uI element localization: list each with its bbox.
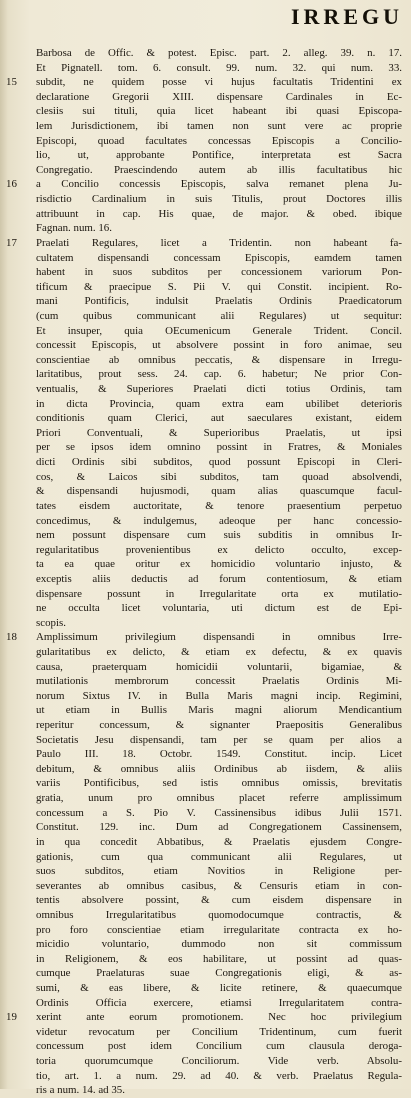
text-line: [6, 119, 404, 134]
text-line: [6, 104, 404, 119]
text-line: [6, 952, 404, 967]
text-line: [6, 981, 404, 996]
line-text: debitum, & omnibus aliis Ordinibus ab iisdem, & aliis: [36, 762, 402, 775]
text-line: [6, 528, 404, 543]
paragraph-number: 16: [6, 178, 17, 191]
paragraph-number: 15: [6, 76, 17, 89]
text-line: [6, 572, 404, 587]
text-line: [6, 1069, 404, 1084]
text-line: [6, 908, 404, 923]
line-text: micidio voluntario, dummodo non sit commissum: [36, 938, 402, 951]
line-text: Constitut. 129. inc. Dum ad Congregationem Cassinensem,: [36, 821, 402, 834]
line-text: Priori Conventuali, & Superioribus Praelatis, ut ipsi: [36, 426, 402, 439]
text-line: [6, 966, 404, 981]
text-line: [6, 893, 404, 908]
line-text: videtur revocatum per Concilium Tridentinum, cum fuerit: [36, 1025, 402, 1038]
text-line: [6, 440, 404, 455]
line-text: per se ipsos idem omnino possint in Fratres, & Moniales: [36, 441, 402, 454]
text-line: [6, 689, 404, 704]
text-line: [6, 397, 404, 412]
text-line: [6, 1025, 404, 1040]
text-line: [6, 353, 404, 368]
line-text: Et insuper, quia OEcumenicum Generale Trident. Concil.: [36, 324, 402, 337]
line-text: suos subditos, etiam Novitios in Religione per-: [36, 865, 402, 878]
text-line: [6, 879, 404, 894]
line-text: Fagnan. num. 16.: [36, 222, 112, 235]
text-line: [6, 265, 404, 280]
text-line: [6, 806, 404, 821]
line-text: concessum post idem Concilium cum clausula deroga-: [36, 1040, 402, 1053]
line-text: variis Pontificibus, sed istis omnibus omissis, brevitatis: [36, 777, 402, 790]
line-text: Paulo III. 18. Octobr. 1549. Constitut. incip. Licet: [36, 748, 402, 761]
line-text: gratia, unum pro omnibus placet referre amplissimum: [36, 792, 402, 805]
line-text: dicti Ordinis sibi subditos, quod possunt Episcopi in Cleri-: [36, 456, 402, 469]
text-line: [6, 1010, 404, 1025]
text-line: [6, 557, 404, 572]
running-head: IRREGU: [290, 4, 403, 29]
text-line: [6, 601, 404, 616]
text-line: [6, 455, 404, 470]
line-text: toria quorumcumque Conciliorum. Vide verb. Absolu-: [36, 1055, 402, 1068]
text-line: [6, 1039, 404, 1054]
line-text: in dicta Provincia, quam extra eam ubilibet deterioris: [36, 397, 402, 410]
text-line: [6, 864, 404, 879]
text-line: [6, 221, 404, 236]
text-line: [6, 411, 404, 426]
line-text: Congregatio. Praescindendo autem ab illis facultatibus hic: [36, 163, 402, 176]
line-text: cos, & Laicos sibi subditos, tam quoad absolvendi,: [36, 470, 402, 483]
text-line: [6, 587, 404, 602]
line-text: concessit Episcopis, ut absolvere possint in foro animae, seu: [36, 339, 402, 352]
text-line: [6, 177, 404, 192]
line-text: cultatem dispensandi concessam Episcopis, eamdem tamen: [36, 251, 402, 264]
line-text: & dispensandi hujusmodi, quam alias quascumque facul-: [36, 485, 402, 498]
line-text: Amplissimum privilegium dispensandi in omnibus Irre-: [36, 631, 402, 644]
line-text: in qua concedit Abbatibus, & Praelatis ejusdem Congre-: [36, 835, 402, 848]
line-text: exceptis aliis deductis ad forum contentiosum, & etiam: [36, 572, 402, 585]
line-text: declaratione Gregorii XIII. dispensare Cardinales in Ec-: [36, 90, 402, 103]
line-text: Ordinis Officia exercere, etiamsi Irregularitatem contra-: [36, 996, 402, 1009]
text-line: [6, 46, 404, 61]
line-text: tentis absolvere possint, & cum eisdem dispensare in: [36, 894, 402, 907]
line-text: scopis.: [36, 616, 66, 629]
text-line: [6, 514, 404, 529]
text-line: [6, 791, 404, 806]
text-line: [6, 996, 404, 1011]
line-text: lio, ut, approbante Pontifice, interpretata est Sacra: [36, 149, 402, 162]
text-line: [6, 148, 404, 163]
line-text: clesiis sui tituli, quia licet habeant ibi quasi Episcopa-: [36, 105, 402, 118]
text-line: [6, 251, 404, 266]
text-line: [6, 703, 404, 718]
text-line: [6, 616, 404, 631]
line-text: conscientiae ab omnibus peccatis, & dispensare in Irregu-: [36, 353, 402, 366]
text-line: [6, 499, 404, 514]
text-line: [6, 1083, 404, 1098]
text-line: [6, 762, 404, 777]
line-text: Praelati Regulares, licet a Tridentin. non habeant fa-: [36, 236, 402, 249]
line-text: Episcopi, quoad facultates concessas Episcopis a Concilio-: [36, 134, 402, 147]
line-text: tificum & praecipue S. Pii V. qui Constit. incipient. Ro-: [36, 280, 402, 293]
line-text: mutilationis membrorum concessit Praelatis Ordinis Mi-: [36, 675, 402, 688]
line-text: Societatis Jesu dispensandi, tam per se quam per alios a: [36, 733, 402, 746]
text-line: [6, 820, 404, 835]
line-text: Barbosa de Offic. & potest. Episc. part. 2. alleg. 39. n. 17.: [36, 47, 402, 59]
line-text: in Religionem, & eos habilitare, ut possint ad quas-: [36, 952, 402, 965]
paragraph-number: 19: [6, 1011, 17, 1024]
text-line: [6, 382, 404, 397]
text-line: [6, 338, 404, 353]
line-text: a Concilio concessis Episcopis, salva remanet plena Ju-: [36, 178, 402, 191]
text-block: [6, 46, 404, 1098]
line-text: reperitur concessum, & signanter Praepositis Generalibus: [36, 719, 402, 732]
text-line: [6, 718, 404, 733]
text-line: [6, 543, 404, 558]
line-text: ventualis, & Superiores Praelati dicti totius Ordinis, tam: [36, 383, 402, 396]
text-line: [6, 776, 404, 791]
text-line: [6, 747, 404, 762]
text-line: [6, 645, 404, 660]
text-line: [6, 937, 404, 952]
text-line: [6, 367, 404, 382]
line-text: tates eisdem auctoritate, & tenore praesentium perpetuo: [36, 499, 402, 512]
line-text: gularitatibus ex delicto, & etiam ex defectu, & ex quavis: [36, 645, 402, 658]
text-line: [6, 207, 404, 222]
line-text: concedimus, & indulgemus, adeoque per hanc concessio-: [36, 514, 402, 527]
text-line: [6, 470, 404, 485]
line-text: Et Pignatell. tom. 6. consult. 99. num. 32. qui num. 33.: [36, 61, 402, 74]
text-line: [6, 309, 404, 324]
text-line: [6, 192, 404, 207]
text-line: [6, 90, 404, 105]
line-text: regularitatibus provenientibus ex delicto occulto, excep-: [36, 543, 402, 556]
line-text: xerint ante eorum promotionem. Nec hoc privilegium: [36, 1011, 402, 1024]
text-line: [6, 733, 404, 748]
text-line: [6, 835, 404, 850]
text-line: [6, 426, 404, 441]
line-text: nem possunt dispensare cum suis subditis in omnibus Ir-: [36, 529, 402, 542]
text-line: [6, 630, 404, 645]
line-text: gationis, cum qua communicant alii Regulares, ut: [36, 850, 402, 863]
text-line: [6, 134, 404, 149]
paragraph-number: 17: [6, 236, 17, 249]
line-text: subdit, ne quidem posse vi hujus facultatis Tridentini ex: [36, 76, 402, 89]
line-text: cumque Praelaturas suae Congregationis eligi, & as-: [36, 967, 402, 980]
line-text: ne occulta licet voluntaria, uti dictum est de Epi-: [36, 602, 402, 615]
line-text: severantes ab omnibus casibus, & Censuris etiam in con-: [36, 879, 402, 892]
text-line: [6, 294, 404, 309]
line-text: attribuunt in cap. His quae, de major. & obed. ibique: [36, 207, 402, 220]
line-text: causa, praeterquam homicidii voluntarii, bigamiae, &: [36, 660, 402, 673]
line-text: conditionis quam Clerici, aut saeculares existant, eidem: [36, 412, 402, 425]
text-line: [6, 1054, 404, 1069]
text-line: [6, 163, 404, 178]
line-text: risdictio Cardinalium in suis Titulis, prout Doctores illis: [36, 193, 402, 206]
text-line: [6, 674, 404, 689]
line-text: omnibus Irregularitatibus quomodocumque contractis, &: [36, 908, 402, 921]
line-text: ta ea quae oritur ex homicidio voluntario injusto, &: [36, 558, 402, 571]
line-text: laritatibus, prout sess. 24. cap. 6. habetur; Ne prior Con-: [36, 368, 402, 381]
line-text: tio, art. 1. a num. 29. ad 40. & verb. Praelatus Regula-: [36, 1069, 402, 1082]
text-line: [6, 923, 404, 938]
text-line: [6, 850, 404, 865]
paragraph-number: 18: [6, 631, 17, 644]
text-line: [6, 324, 404, 339]
line-text: norum Sixtus IV. in Bulla Maris magni incip. Regimini,: [36, 689, 402, 702]
text-line: [6, 484, 404, 499]
line-text: lem Jurisdictionem, ibi tamen non sunt vere ac proprie: [36, 120, 402, 133]
text-line: [6, 660, 404, 675]
line-text: dispensare possunt in Irregularitate orta ex mutilatio-: [36, 587, 402, 600]
line-text: ut etiam in Bullis Maris magni aliorum Mendicantium: [36, 704, 402, 717]
line-text: ris a num. 14. ad 35.: [36, 1084, 125, 1097]
text-line: [6, 280, 404, 295]
text-line: [6, 236, 404, 251]
line-text: habent in suos subditos per concessionem variorum Pon-: [36, 266, 402, 279]
line-text: concessum a S. Pio V. Cassinensibus idibus Julii 1571.: [36, 806, 402, 819]
text-line: [6, 61, 404, 76]
line-text: mani Pontificis, indulsit Praelatis Ordinis Praedicatorum: [36, 295, 402, 308]
line-text: (cum quibus communicant alii Regulares) ut sequitur:: [36, 309, 402, 322]
text-line: [6, 75, 404, 90]
line-text: pro foro conscientiae etiam irregularitate contracta ex ho-: [36, 923, 402, 936]
line-text: sumi, & eas libere, & licite retinere, & quaecumque: [36, 982, 402, 994]
